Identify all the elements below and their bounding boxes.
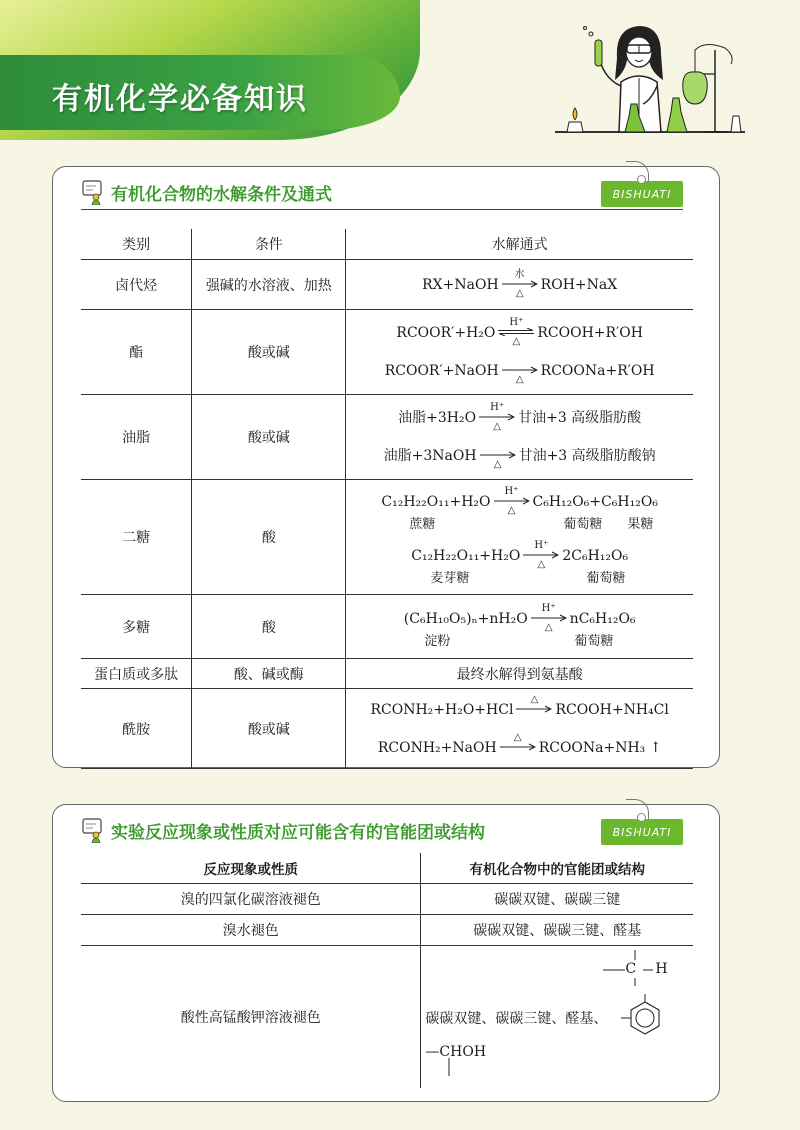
compound-name: 淀粉 xyxy=(424,633,451,649)
arrow-bottom-label: △ xyxy=(537,559,546,570)
table-row xyxy=(81,689,693,769)
group-cell: 碳碳双键、碳碳三键、醛基 xyxy=(421,915,693,946)
arrow-top-label: 水 xyxy=(514,268,525,280)
equation-left: C₁₂H₂₂O₁₁+H₂O xyxy=(411,548,521,564)
condition-cell: 强碱的水溶液、加热 xyxy=(192,260,346,310)
hydrolysis-table xyxy=(81,229,693,769)
phenomenon-cell: 酸性高锰酸钾溶液褪色 xyxy=(81,946,421,1089)
group-cell: 碳碳双键、碳碳三键 xyxy=(421,884,693,915)
reaction-arrow xyxy=(480,440,516,470)
condition-cell: 酸或碱 xyxy=(192,689,346,769)
column-header: 水解通式 xyxy=(346,229,693,260)
equation-cell xyxy=(346,595,693,659)
group-structures xyxy=(421,946,693,1088)
table-row xyxy=(81,946,693,1089)
category-cell: 酯 xyxy=(81,310,192,395)
arrow-top-label: △ xyxy=(530,693,539,705)
equation xyxy=(346,399,693,437)
equation xyxy=(346,314,693,352)
arrow-bottom-label: △ xyxy=(493,421,501,432)
equation-cell xyxy=(346,480,693,595)
arrow-top-label: H⁺ xyxy=(504,486,519,497)
equation-left: (C₆H₁₀O₅)ₙ+nH₂O xyxy=(403,610,528,627)
condition-cell: 酸 xyxy=(192,595,346,659)
equation xyxy=(346,604,693,634)
arrow-bottom-label: △ xyxy=(512,336,521,347)
compound-name: 果糖 xyxy=(627,517,654,532)
compound-names xyxy=(346,634,693,650)
compound-names xyxy=(346,571,693,587)
table-row xyxy=(81,260,693,310)
equation-right: 2C₆H₁₂O₆ xyxy=(562,548,629,564)
equation-cell xyxy=(346,395,693,480)
reaction-arrow xyxy=(523,540,559,570)
arrow-top-label: △ xyxy=(513,731,522,743)
struct-h-label: H xyxy=(655,961,668,977)
category-cell: 酰胺 xyxy=(81,689,192,769)
teacher-board-icon xyxy=(81,179,103,205)
equation-right: RCOONa+R′OH xyxy=(540,363,655,379)
category-cell: 蛋白质或多肽 xyxy=(81,659,192,689)
equation-right: 甘油+3 高级脂肪酸钠 xyxy=(518,448,656,464)
equation-left: 油脂+3H₂O xyxy=(398,410,477,426)
reaction-arrow xyxy=(502,355,538,385)
equation-left: 油脂+3NaOH xyxy=(383,448,477,464)
compound-name: 蔗糖 xyxy=(409,517,436,532)
column-header: 条件 xyxy=(192,229,346,260)
equation-right: 甘油+3 高级脂肪酸 xyxy=(518,410,642,426)
column-header: 有机化合物中的官能团或结构 xyxy=(421,853,693,884)
compound-names xyxy=(346,517,693,533)
condition-cell: 酸或碱 xyxy=(192,395,346,480)
hydrolysis-card-title-text: 有机化合物的水解条件及通式 xyxy=(111,184,332,205)
equation-right: C₆H₁₂O₆+C₆H₁₂O₆ xyxy=(532,494,658,510)
arrow-top-label: H⁺ xyxy=(534,540,549,551)
equation xyxy=(346,270,693,300)
page-title: 有机化学必备知识 xyxy=(52,82,308,117)
table-row xyxy=(81,884,693,915)
table-row xyxy=(81,595,693,659)
table-header-row xyxy=(81,853,693,884)
bishuati-tag: BISHUATI xyxy=(601,819,683,845)
group-cell xyxy=(421,946,693,1089)
condition-cell: 酸或碱 xyxy=(192,310,346,395)
scientist-illustration xyxy=(555,20,745,140)
phenomena-card-title xyxy=(81,817,485,843)
equation-right: nC₆H₁₂O₆ xyxy=(569,610,636,627)
group-text: 碳碳双键、碳碳三键、醛基、 xyxy=(425,1011,608,1027)
table-header-row xyxy=(81,229,693,260)
equation-cell xyxy=(346,689,693,769)
reaction-arrow xyxy=(516,694,552,724)
equation-right: ROH+NaX xyxy=(540,276,618,293)
result-cell: 最终水解得到氨基酸 xyxy=(346,659,693,689)
hydrolysis-card-title xyxy=(81,179,332,205)
table-row xyxy=(81,480,693,595)
phenomena-table xyxy=(81,853,693,1088)
category-cell: 多糖 xyxy=(81,595,192,659)
arrow-top-label: H⁺ xyxy=(541,602,556,614)
equation xyxy=(346,691,693,729)
teacher-board-icon xyxy=(81,817,103,843)
arrow-bottom-label: △ xyxy=(515,287,524,299)
category-cell: 油脂 xyxy=(81,395,192,480)
equation-left: RCONH₂+NaOH xyxy=(377,739,497,756)
compound-name: 麦芽糖 xyxy=(430,571,470,586)
arrow-bottom-label: △ xyxy=(507,505,516,516)
column-header: 反应现象或性质 xyxy=(81,853,421,884)
equation xyxy=(346,352,693,390)
compound-name: 葡萄糖 xyxy=(563,517,603,532)
table-row xyxy=(81,659,693,689)
reversible-arrow xyxy=(498,317,534,347)
equation-left: RX+NaOH xyxy=(422,276,499,293)
arrow-bottom-label: △ xyxy=(493,459,502,470)
title-rule xyxy=(81,209,683,210)
struct-choh-label: —CHOH xyxy=(425,1044,487,1060)
equation-right: RCOOH+NH₄Cl xyxy=(555,701,669,718)
equation-left: RCONH₂+H₂O+HCl xyxy=(370,701,514,718)
arrow-top-label: H⁺ xyxy=(490,402,505,413)
equation-left: C₁₂H₂₂O₁₁+H₂O xyxy=(381,494,491,510)
compound-name: 葡萄糖 xyxy=(586,571,626,586)
phenomena-card-title-text: 实验反应现象或性质对应可能含有的官能团或结构 xyxy=(111,822,485,843)
category-cell: 卤代烃 xyxy=(81,260,192,310)
equation-cell xyxy=(346,260,693,310)
equation-left: RCOOR′+H₂O xyxy=(396,325,496,341)
equation xyxy=(346,437,693,475)
reaction-arrow xyxy=(500,732,536,762)
table-row xyxy=(81,395,693,480)
equation xyxy=(346,541,693,571)
phenomenon-cell: 溴水褪色 xyxy=(81,915,421,946)
column-header: 类别 xyxy=(81,229,192,260)
equation xyxy=(346,487,693,517)
reaction-arrow xyxy=(531,603,567,633)
equation-right: RCOONa+NH₃ ↑ xyxy=(538,739,662,756)
arrow-bottom-label: △ xyxy=(544,621,553,633)
equation-cell xyxy=(346,310,693,395)
reaction-arrow xyxy=(479,402,515,432)
bishuati-tag: BISHUATI xyxy=(601,181,683,207)
equation xyxy=(346,729,693,767)
struct-carbon-label: C xyxy=(625,961,637,977)
condition-cell: 酸 xyxy=(192,480,346,595)
phenomena-card xyxy=(52,804,720,1102)
equation-block xyxy=(346,537,693,591)
table-row xyxy=(81,310,693,395)
equation-block xyxy=(346,483,693,537)
compound-name: 葡萄糖 xyxy=(574,633,614,649)
reaction-arrow xyxy=(494,486,530,516)
equation-left: RCOOR′+NaOH xyxy=(384,363,499,379)
arrow-top-label: H⁺ xyxy=(509,317,524,328)
reaction-arrow xyxy=(502,269,538,299)
hydrolysis-card xyxy=(52,166,720,768)
table-row xyxy=(81,915,693,946)
arrow-bottom-label: △ xyxy=(515,374,524,385)
condition-cell: 酸、碱或酶 xyxy=(192,659,346,689)
phenomenon-cell: 溴的四氯化碳溶液褪色 xyxy=(81,884,421,915)
category-cell: 二糖 xyxy=(81,480,192,595)
equation-right: RCOOH+R′OH xyxy=(537,325,643,341)
